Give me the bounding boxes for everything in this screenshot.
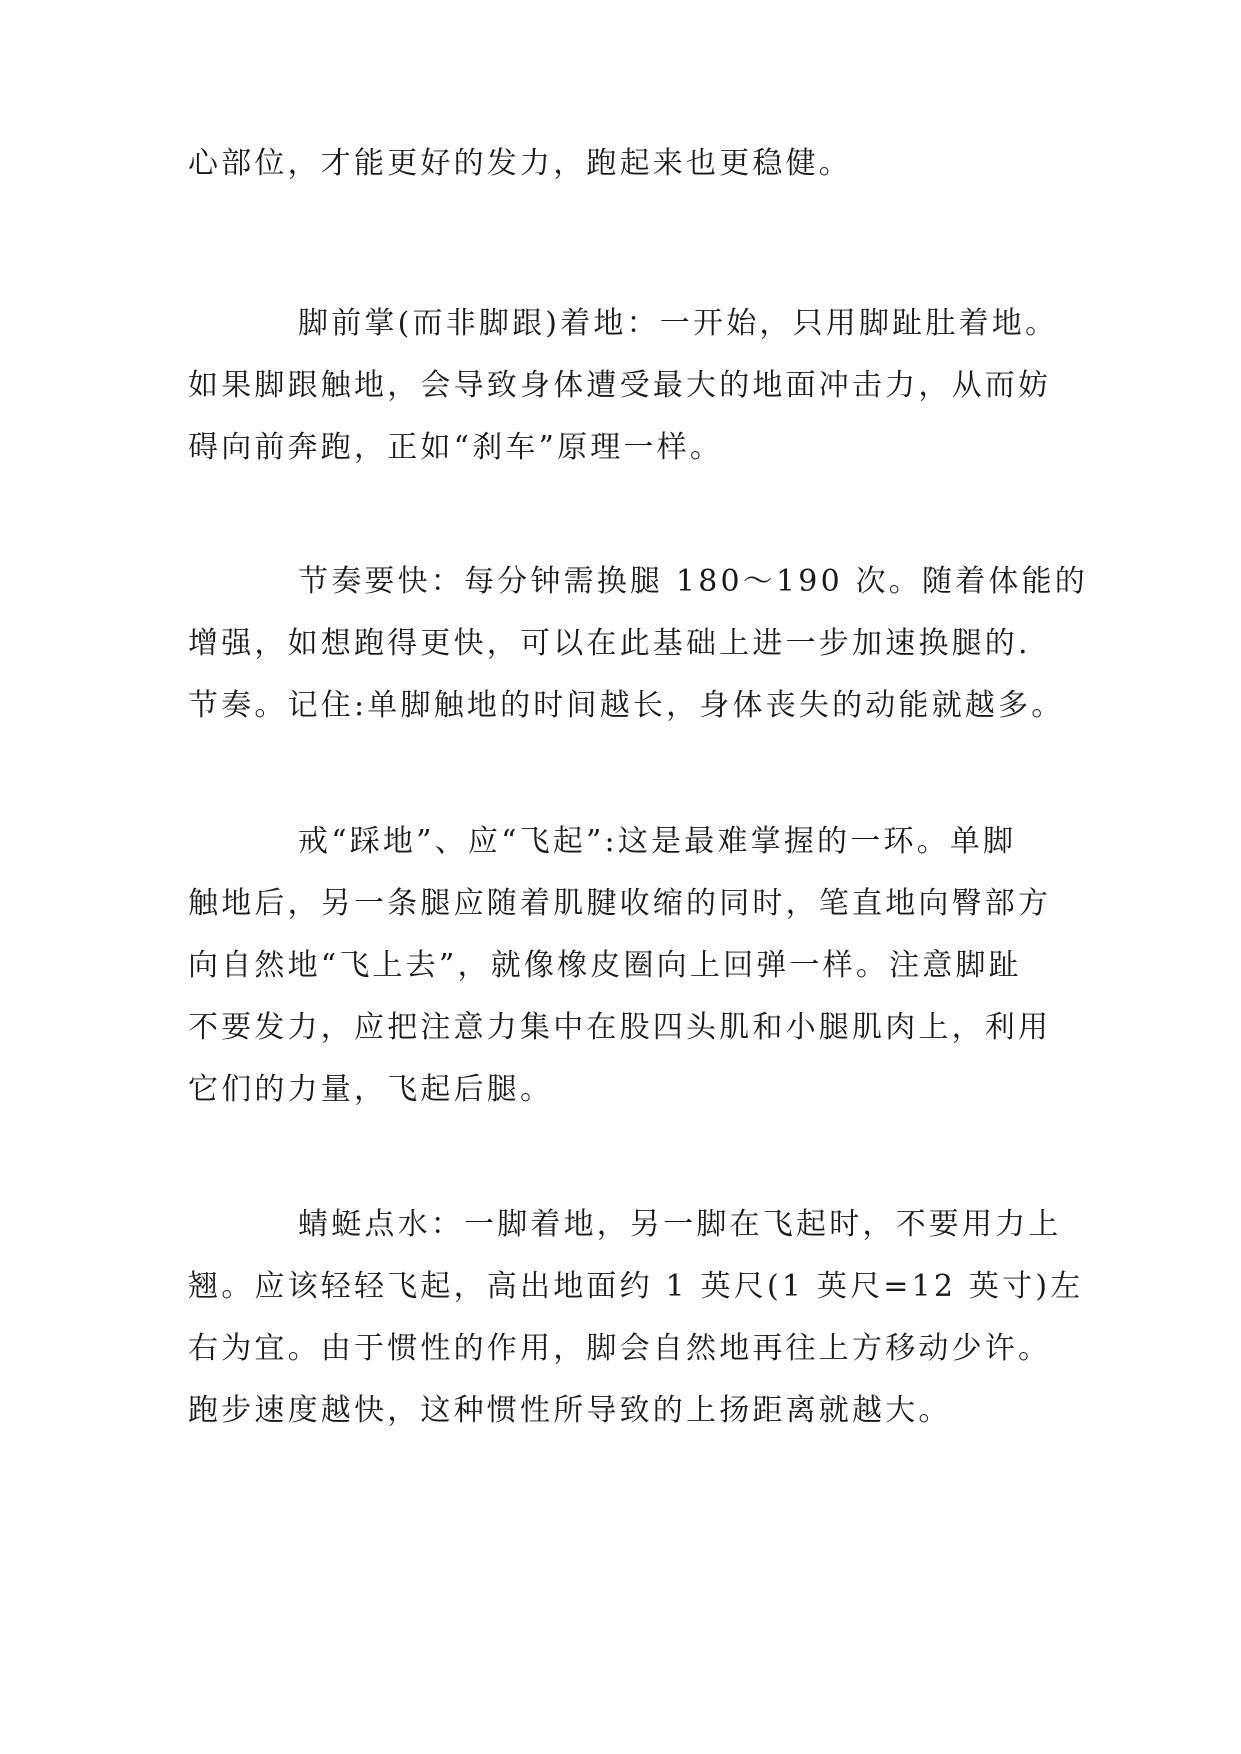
paragraph-line: 增强，如想跑得更快，可以在此基础上进一步加速换腿的. bbox=[188, 626, 1031, 661]
paragraph-line: 碍向前奔跑，正如“刹车”原理一样。 bbox=[188, 430, 724, 465]
paragraph-3 bbox=[188, 551, 1088, 737]
paragraph-line: 翘。应该轻轻飞起，高出地面约 1 英尺(1 英尺=12 英寸)左 bbox=[188, 1269, 1084, 1304]
paragraph-line: 右为宜。由于惯性的作用，脚会自然地再往上方移动少许。 bbox=[188, 1331, 1052, 1366]
paragraph-2 bbox=[188, 293, 1059, 479]
paragraph-4 bbox=[188, 811, 1050, 1121]
paragraph-line: 向自然地“飞上去”，就像橡皮圈向上回弹一样。注意脚趾 bbox=[188, 948, 1022, 983]
paragraph-5 bbox=[188, 1194, 1084, 1442]
paragraph-line: 节奏。记住:单脚触地的时间越长，身体丧失的动能就越多。 bbox=[188, 688, 1065, 723]
paragraph-line: 蜻蜓点水：一脚着地，另一脚在飞起时，不要用力上 bbox=[298, 1207, 1062, 1242]
paragraph-line: 触地后，另一条腿应随着肌腱收缩的同时，笔直地向臀部方 bbox=[188, 886, 1052, 921]
paragraph-line: 戒“踩地”、应“飞起”:这是最难掌握的一环。单脚 bbox=[298, 824, 1017, 859]
paragraph-line: 如果脚跟触地，会导致身体遭受最大的地面冲击力，从而妨 bbox=[188, 368, 1052, 403]
paragraph-line: 不要发力，应把注意力集中在股四头肌和小腿肌肉上，利用 bbox=[188, 1010, 1052, 1045]
paragraph-line: 脚前掌(而非脚跟)着地：一开始，只用脚趾肚着地。 bbox=[298, 306, 1059, 341]
paragraph-line: 它们的力量，飞起后腿。 bbox=[188, 1072, 554, 1107]
paragraph-line: 跑步速度越快，这种惯性所导致的上扬距离就越大。 bbox=[188, 1393, 952, 1428]
paragraph-line: 节奏要快：每分钟需换腿 180～190 次。随着体能的 bbox=[298, 564, 1088, 599]
paragraph-1 bbox=[188, 133, 1050, 195]
paragraph-line: 心部位，才能更好的发力，跑起来也更稳健。 bbox=[188, 146, 852, 181]
